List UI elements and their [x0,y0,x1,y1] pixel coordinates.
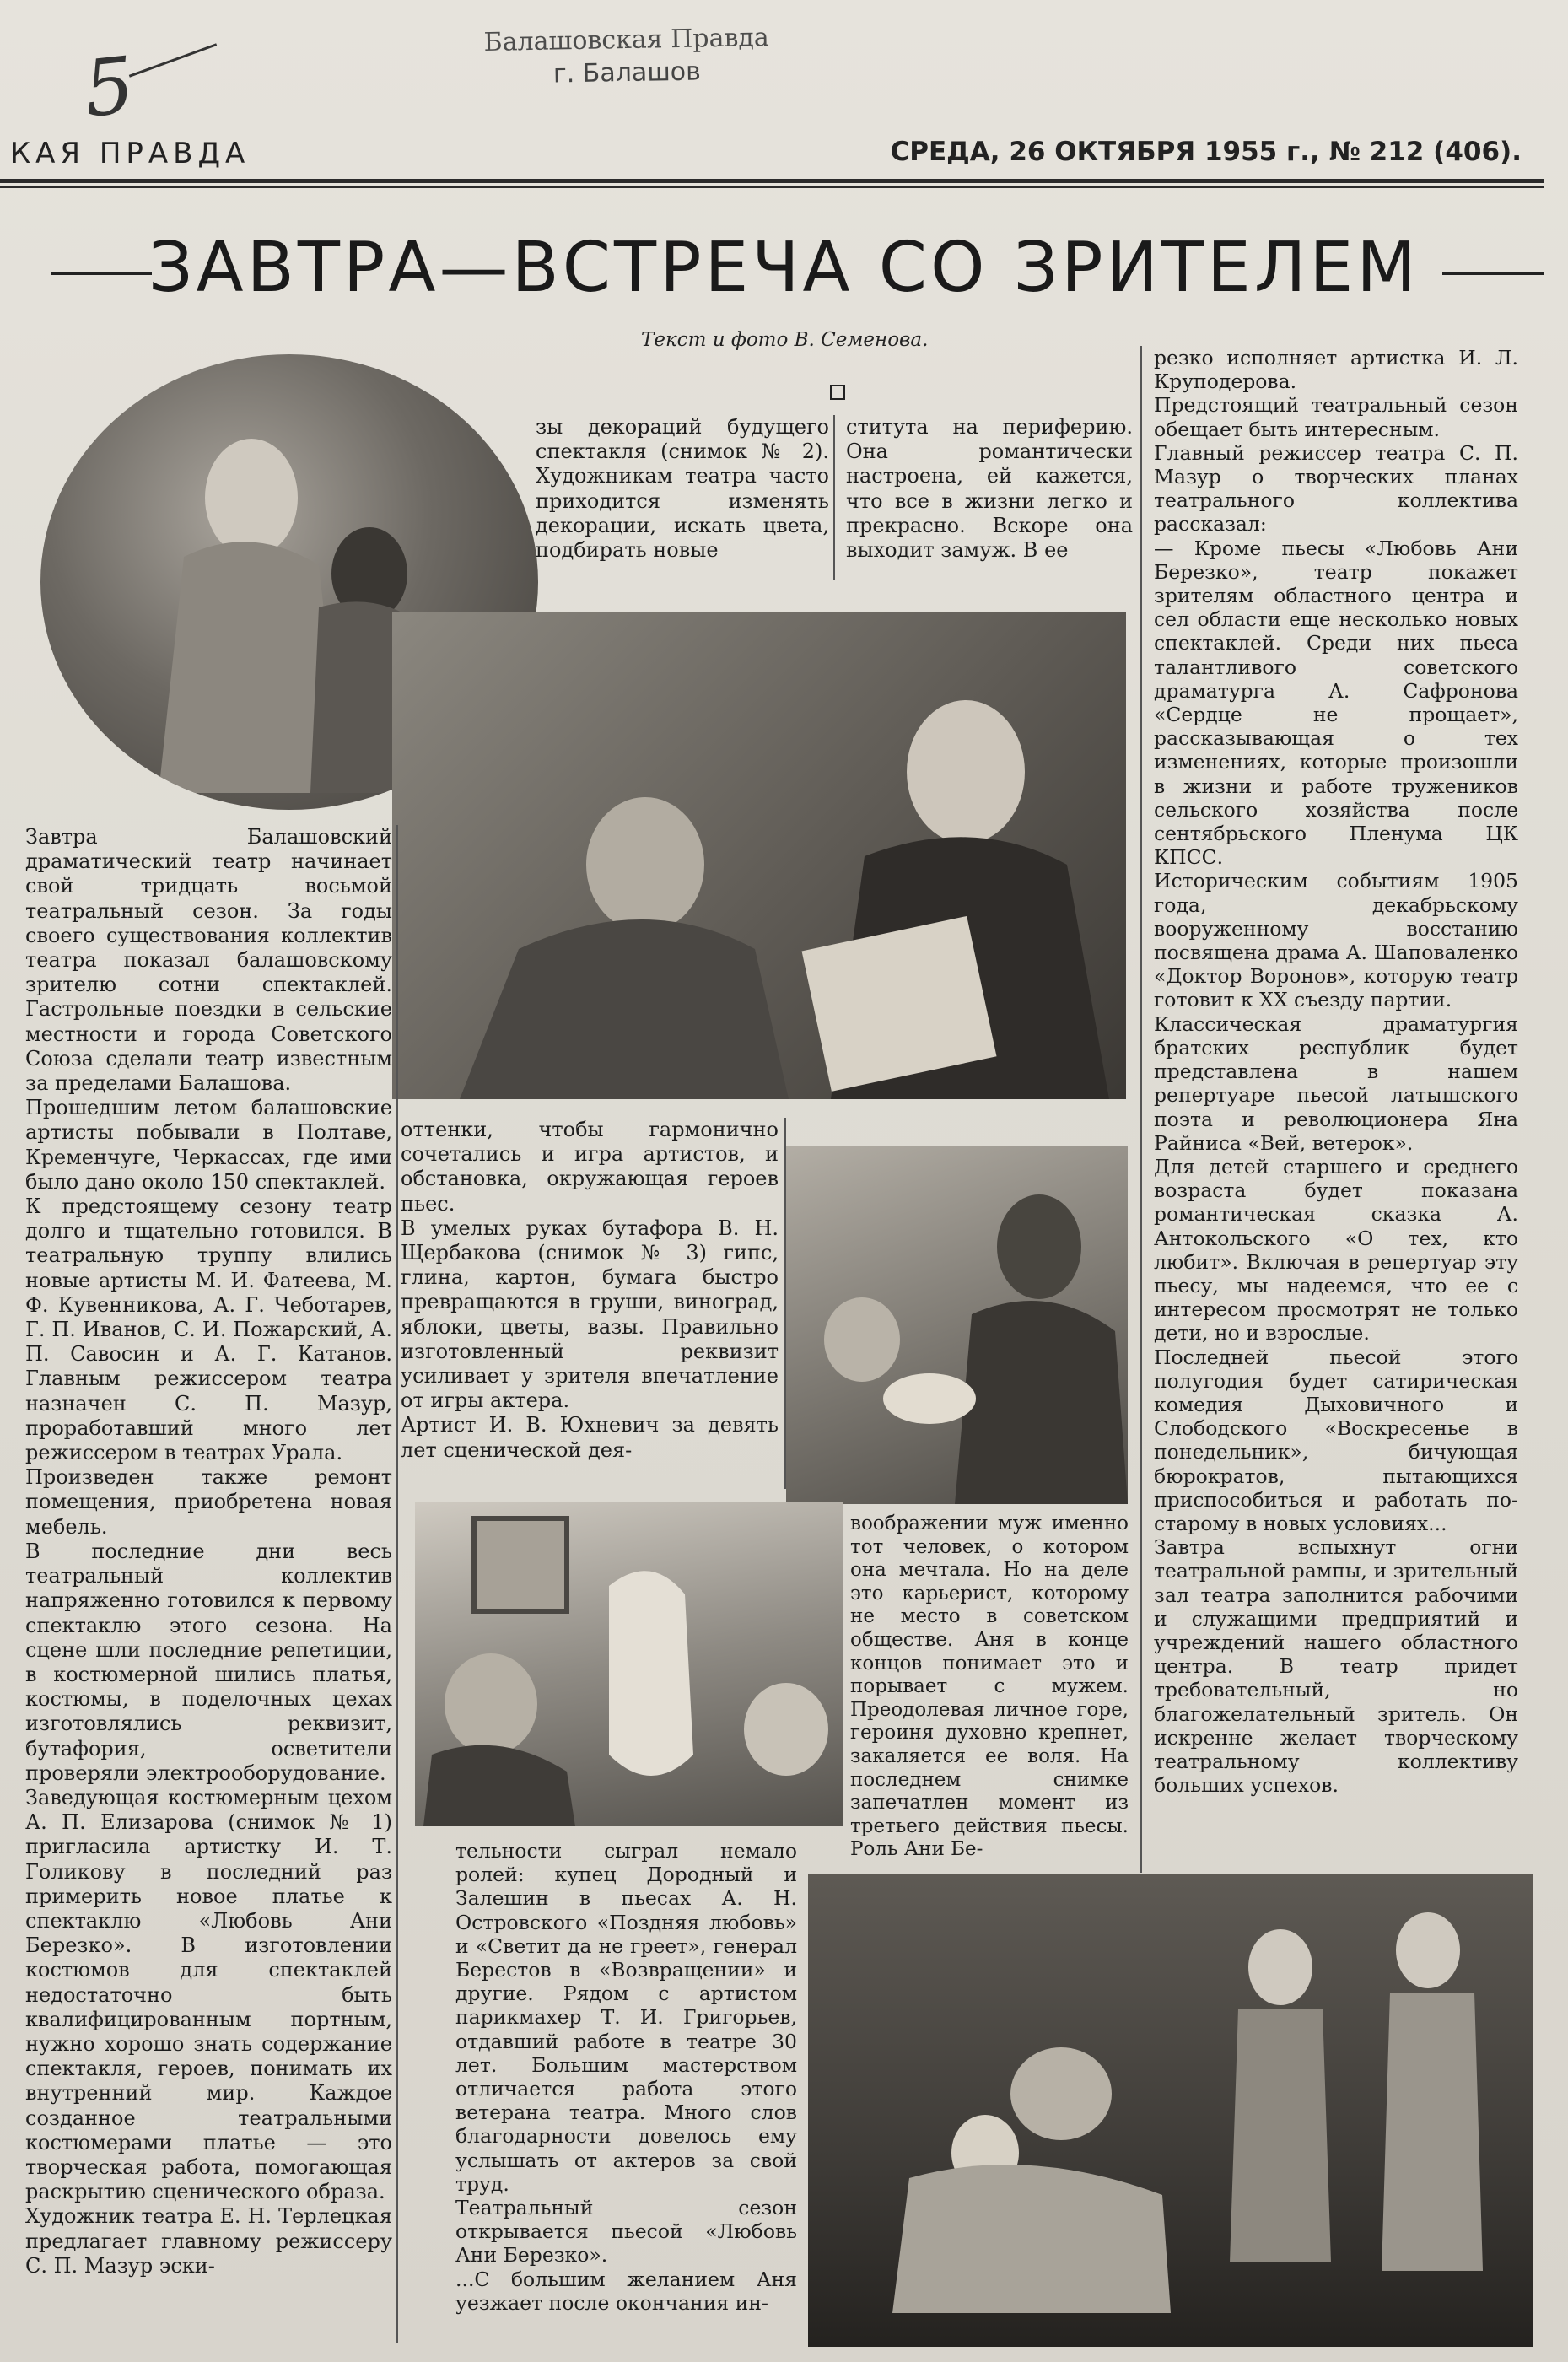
article-column-2-middle: оттенки, чтобы гармонично сочетались и игра артистов, и обстановка, окружающая героев пьес. В умелых руках бутафора В. Н. Щербакова (снимок № 3) гипс, глина, картон, бумага быстро превращаются в груши, виноград, яблоки, цветы, вазы. Правильно изготовленный реквизит усиливает у зрителя впечатление от игры актера. Артист И. В. Юхневич за девять лет сценической дея- [401,1118,779,1462]
stamp-line-2: г. Балашов [552,57,702,89]
headline-dash-right [1442,272,1544,275]
photo-4-figures [415,1502,843,1826]
handwritten-stroke [129,43,217,77]
ornament-square [830,385,845,400]
handwritten-page-number: 5 [79,40,138,135]
column-rule-3 [784,1118,786,1489]
photo-5-figures [808,1874,1533,2347]
column-rule-4 [396,825,398,2343]
masthead-date-issue: СРЕДА, 26 ОКТЯБРЯ 1955 г., № 212 (406). [890,137,1522,167]
masthead-rule-thin [0,186,1544,188]
photo-2-figures [392,612,1126,1099]
photo-3-figures [786,1146,1128,1504]
article-column-3-top: ститута на периферию. Она романтически настроена, ей кажется, что все в жизни легко и прекрасно. Вскоре она выходит замуж. В ее [846,415,1133,563]
library-stamp [461,23,791,91]
article-byline: Текст и фото В. Семенова. [641,329,929,351]
article-column-3-bottom: воображении муж именно тот человек, о котором она мечтала. Но на деле это карьерист, которому не место в советском обществе. Аня в конце концов понимает это и порывает с мужем. Преодолевая личное горе, героиня духовно крепнет, закаляется ее воля. На последнем снимке запечатлен момент из третьего действия пьесы. Роль Ани Бе- [850,1513,1129,1861]
stamp-line-1: Балашовская Правда [483,23,770,57]
photo-4-actor-hairdresser [415,1502,843,1826]
article-column-2-top: зы декораций будущего спектакля (снимок № 2). Художникам театра часто приходится изменять декорации, искать цвета, подбирать новые [536,415,829,563]
article-column-1: Завтра Балашовский драматический театр начинает свой тридцать восьмой театральный сезон. За годы своего существования коллектив театра показал балашовскому зрителю сотни спектаклей. Гастрольные поездки в сельские местности и города Советского Союза сделали театр известным за пределами Балашова. Прошедшим летом балашовские артисты побывали в Полтаве, Кременчуге, Черкассах, где ими было дано около 150 спектаклей. К предстоящему сезону театр долго и тщательно готовился. В театральную труппу влились новые артисты М. И. Фатеева, М. Ф. Кувенникова, А. Г. Чеботарев, Г. П. Иванов, С. И. Пожарский, А. П. Савосин и А. Г. Катанов. Главным режиссером театра назначен С. П. Мазур, проработавший много лет режиссером в театрах Урала. Произведен также ремонт помещения, приобретена новая мебель. В последние дни весь театральный коллектив напряженно готовился к первому спектаклю этого сезона. На сцене шли последние репетиции, в костюмерной шились платья, костюмы, в поделочных цехах изготовлялись реквизит, бутафория, осветители проверяли электрооборудование. Заведующая костюмерным цехом А. П. Елизарова (снимок № 1) пригласила артистку И. Т. Голикову в последний раз примерить новое платье к спектаклю «Любовь Ани Березко». В изготовлении костюмов для спектаклей недостаточно быть квалифицированным портным, нужно хорошо знать содержание спектакля, героев, понимать их внутренний мир. Каждое созданное театральными костюмерами платье — это творческая работа, помогающая раскрытию сценического образа. Художник театра Е. Н. Терлецкая предлагает главному режиссеру С. П. Мазур эски- [25,825,392,2278]
article-column-2-bottom: тельности сыграл немало ролей: купец Дородный и Залешин в пьесах А. Н. Островского «Поздняя любовь» и «Светит да не греет», генерал Берестов в «Возвращении» и другие. Рядом с артистом парикмахер Т. И. Григорьев, отдавший работе в театре 30 лет. Большим мастерством отличается работа этого ветерана театра. Много слов благодарности довелось ему услышать от актеров за свой труд. Театральный сезон открывается пьесой «Любовь Ани Березко». ...С большим желанием Аня уезжает после окончания ин- [455,1839,797,2315]
masthead-title: КАЯ ПРАВДА [10,137,251,170]
column-rule-2 [1140,346,1142,1873]
photo-2-set-design [392,612,1126,1099]
column-rule-1 [833,415,835,580]
article-headline: ЗАВТРА—ВСТРЕЧА СО ЗРИТЕЛЕМ [148,228,1420,308]
masthead-rule [0,179,1544,183]
article-column-4: резко исполняет артистка И. Л. Круподерова. Предстоящий театральный сезон обещает быть интересным. Главный режиссер театра С. П. Мазур о творческих планах театрального коллектива рассказал: — Кроме пьесы «Любовь Ани Березко», театр покажет зрителям областного центра и сел области еще несколько новых спектаклей. Среди них пьеса талантливого советского драматурга А. Сафронова «Сердце не прощает», рассказывающая о тех изменениях, которые произошли в жизни и работе тружеников сельского хозяйства после сентябрьского Пленума ЦК КПСС. Историческим событиям 1905 года, декабрьскому вооруженному восстанию посвящена драма А. Шаповаленко «Доктор Воронов», которую театр готовит к XX съезду партии. Классическая драматургия братских республик будет представлена в нашем репертуаре пьесой латышского поэта и революционера Яна Райниса «Вей, ветерок». Для детей старшего и среднего возраста будет показана романтическая сказка А. Антокольского «О тех, кто любит». Включая в репертуар эту пьесу, мы надеемся, что ее с интересом просмотрят не только дети, но и взрослые. Последней пьесой этого полугодия будет сатирическая комедия Дыховичного и Слободского «Воскресенье в понедельник», бичующая бюрократов, пытающихся приспособиться и работать по-старому в новых условиях... Завтра вспыхнут огни театральной рампы, и зрительный зал театра заполнится рабочими и служащими предприятий и учреждений нашего областного центра. В театр придет требовательный, но благожелательный зритель. Он искренне желает творческому театральному коллективу больших успехов. [1154,346,1518,1798]
photo-3-prop-maker [786,1146,1128,1504]
photo-5-play-scene [808,1874,1533,2347]
